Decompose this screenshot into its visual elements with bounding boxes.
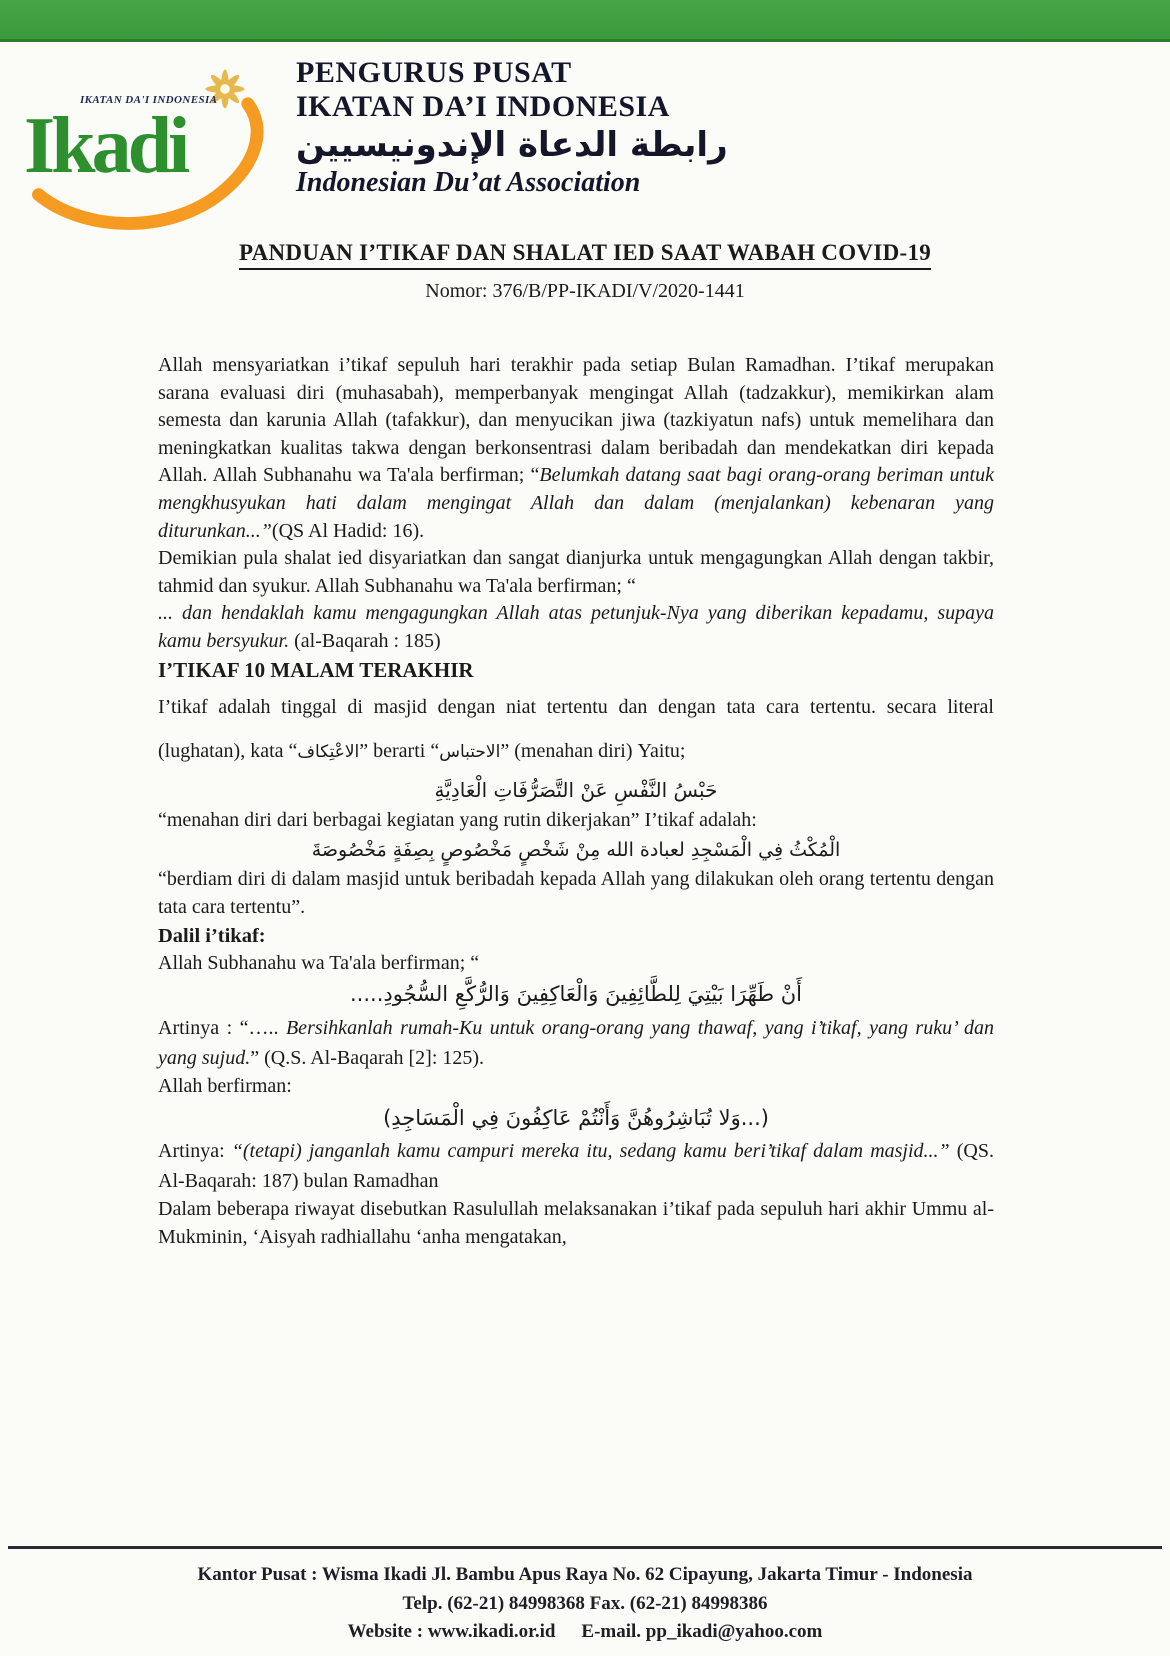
arabic-quote-baqarah187: (...وَلا تُبَاشِرُوهُنَّ وَأَنْتُمْ عَاكِفُونَ فِي الْمَسَاجِدِ) bbox=[383, 1105, 769, 1130]
quran-ref-baqarah185: (al-Baqarah : 185) bbox=[289, 629, 441, 652]
definition-text-1: I’tikaf adalah tinggal di masjid dengan niat tertentu dan dengan tata cara tertentu. secara literal (lughatan), kata “ bbox=[158, 695, 994, 762]
paragraph-berfirman-2: Allah berfirman: bbox=[158, 1075, 292, 1098]
arabic-quote-baqarah125: أَنْ طَهِّرَا بَيْتِيَ لِلطَّائِفِينَ وَالْعَاكِفِينَ وَالرُّكَّعِ السُّجُودِ..... bbox=[350, 982, 802, 1007]
paragraph-riwayat: Dalam beberapa riwayat disebutkan Rasulullah melaksanakan i’tikaf pada sepuluh hari akhir Ummu al-Mukminin, ‘Aisyah radhiallahu ‘anha mengatakan, bbox=[158, 1198, 994, 1249]
paragraph-intro-text: Allah mensyariatkan i’tikaf sepuluh hari terakhir pada setiap Bulan Ramadhan. I’tikaf merupakan sarana evaluasi diri (muhasabah), memperbanyak mengingat Allah (tadzakkur), memikirkan alam semesta dan karunia Allah (tafakkur), dan menyucikan jiwa (tazkiyatun nafs) untuk memelihara dan meningkatkan kualitas takwa dengan berkonsentrasi dalam beribadah dan mendekatkan diri kepada Allah. Allah Subhanahu wa Ta'ala berfirman; “ bbox=[158, 354, 994, 487]
footer-email: E-mail. pp_ikadi@yahoo.com bbox=[581, 1621, 823, 1642]
document-body bbox=[158, 352, 994, 1252]
ikadi-logo bbox=[16, 80, 284, 230]
footer-phone-fax: Telp. (62-21) 84998368 Fax. (62-21) 84998386 bbox=[402, 1592, 768, 1614]
org-name-line2: IKATAN DA’I INDONESIA bbox=[296, 90, 670, 123]
arabic-quote-muktsu: الْمُكْثُ فِي الْمَسْجِدِ لعبادة الله مِنْ شَخْصٍ مَخْصُوصٍ بِصِفَةٍ مَخْصُوصَةَ bbox=[311, 839, 841, 862]
paragraph-intro bbox=[158, 352, 994, 545]
org-name-english: Indonesian Du’at Association bbox=[296, 166, 641, 198]
logo-tagline: IKATAN DA'I INDONESIA bbox=[80, 94, 218, 106]
org-name-arabic: رابطة الدعاة الإندونيسيين bbox=[296, 125, 728, 165]
footer-website: Website : www.ikadi.or.id bbox=[347, 1621, 556, 1642]
top-green-bar bbox=[0, 0, 1170, 42]
footer-address: Kantor Pusat : Wisma Ikadi Jl. Bambu Apus Raya No. 62 Cipayung, Jakarta Timur - Indonesia bbox=[197, 1564, 973, 1585]
paragraph-artinya-125 bbox=[158, 1013, 994, 1073]
letterhead-org-block bbox=[296, 56, 728, 199]
quran-translation-baqarah187: “(tetapi) janganlah kamu campuri mereka itu, sedang kamu beri’tikaf dalam masjid...” bbox=[231, 1140, 950, 1163]
arabic-inline-itikaf: الاعْتِكاف bbox=[297, 741, 360, 762]
footer-divider bbox=[8, 1546, 1162, 1549]
org-name-line1: PENGURUS PUSAT bbox=[296, 56, 572, 89]
quran-translation-baqarah125: Bersihkanlah rumah-Ku untuk orang-orang yang thawaf, yang i’tikaf, yang ruku’ dan yang sujud. bbox=[158, 1017, 994, 1070]
paragraph-baqarah-185 bbox=[158, 600, 994, 655]
quran-ref-baqarah187: (QS. Al-Baqarah: 187) bulan Ramadhan bbox=[158, 1140, 994, 1193]
letter-footer bbox=[0, 1546, 1170, 1647]
definition-text-3: ” (menahan diri) Yaitu; bbox=[500, 739, 686, 762]
quran-translation-hadid: Belumkah datang saat bagi orang-orang beriman untuk mengkhusyukan hati dalam mengingat Allah dan dalam (menjalankan) kebenaran yang diturunkan...” bbox=[158, 464, 994, 542]
quran-ref-baqarah125: ” (Q.S. Al-Baqarah [2]: 125). bbox=[250, 1047, 485, 1070]
paragraph-menahan-diri: “menahan diri dari berbagai kegiatan yang rutin dikerjakan” I’tikaf adalah: bbox=[158, 808, 757, 831]
quran-translation-baqarah185: ... dan hendaklah kamu mengagungkan Allah atas petunjuk-Nya yang diberikan kepadamu, supaya kamu bersyukur. bbox=[158, 602, 994, 652]
arabic-quote-habsu: حَبْسُ النَّفْسِ عَنْ التَّصَرُّفَاتِ الْعَادِيَّةِ bbox=[434, 777, 718, 802]
definition-text-2: ” berarti “ bbox=[359, 739, 440, 762]
footer-web-email bbox=[0, 1618, 1170, 1647]
logo-wordmark: Ikadi bbox=[24, 102, 187, 190]
title-block bbox=[0, 240, 1170, 303]
page-title: PANDUAN I’TIKAF DAN SHALAT IED SAAT WABAH COVID-19 bbox=[239, 240, 931, 270]
paragraph-definition bbox=[158, 685, 994, 773]
section-heading-itikaf: I’TIKAF 10 MALAM TERAKHIR bbox=[158, 657, 474, 682]
footer-address-block bbox=[0, 1561, 1170, 1647]
paragraph-shalat-ied: Demikian pula shalat ied disyariatkan dan sangat dianjurka untuk mengagungkan Allah dengan takbir, tahmid dan syukur. Allah Subhanahu wa Ta'ala berfirman; “ bbox=[158, 547, 994, 597]
paragraph-berdiam-diri: “berdiam diri di dalam masjid untuk beribadah kepada Allah yang dilakukan oleh orang tertentu dengan tata cara tertentu”. bbox=[158, 868, 994, 918]
arabic-inline-ihtibas: الاحتباس bbox=[439, 741, 501, 762]
artinya-lead-125: Artinya : “….. bbox=[158, 1017, 286, 1040]
artinya-lead-187: Artinya: bbox=[158, 1140, 232, 1163]
paragraph-berfirman-1: Allah Subhanahu wa Ta'ala berfirman; “ bbox=[158, 951, 480, 974]
section-heading-dalil: Dalil i’tikaf: bbox=[158, 924, 266, 947]
document-number: Nomor: 376/B/PP-IKADI/V/2020-1441 bbox=[425, 280, 745, 302]
paragraph-artinya-187 bbox=[158, 1136, 994, 1196]
quran-ref-hadid: (QS Al Hadid: 16). bbox=[271, 519, 425, 542]
